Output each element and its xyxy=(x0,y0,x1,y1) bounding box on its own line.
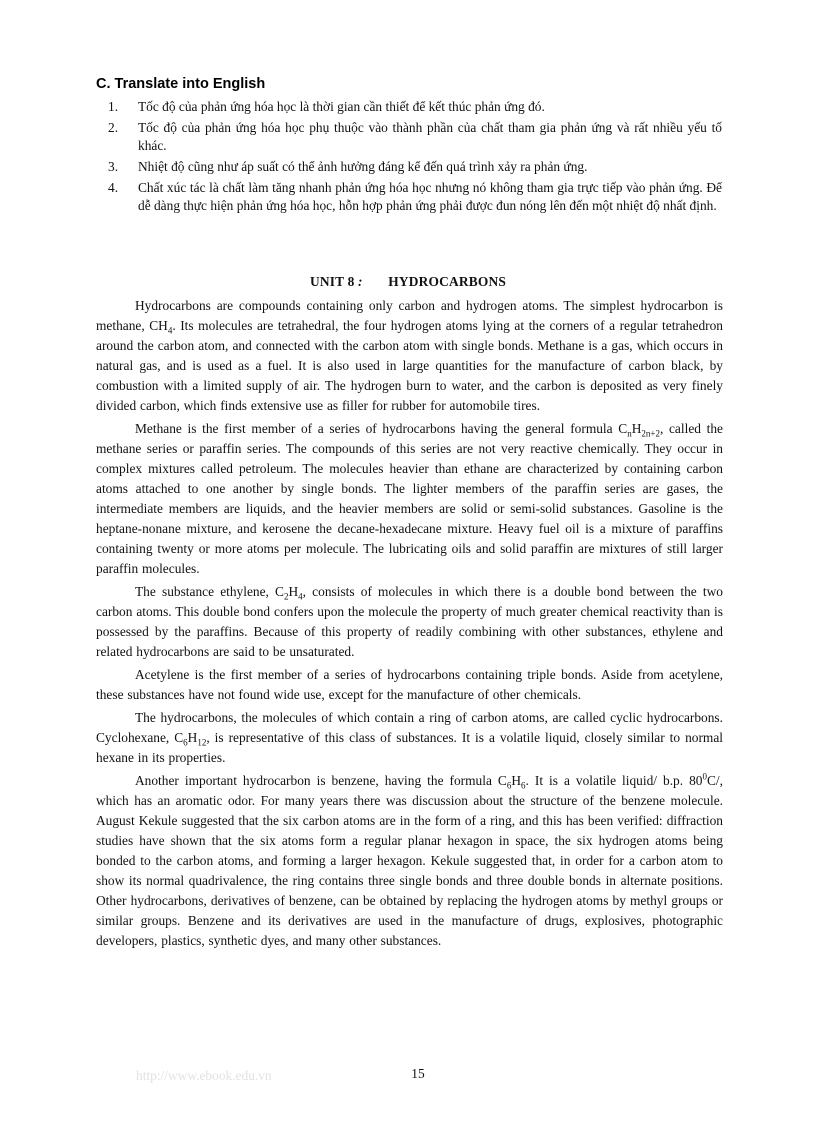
list-item-text: Nhiệt độ cũng như áp suất có thể ảnh hưởng đáng kể đến quá trình xảy ra phản ứng. xyxy=(138,159,588,174)
unit-title xyxy=(0,274,816,290)
list-item-text: Chất xúc tác là chất làm tăng nhanh phản ứng hóa học nhưng nó không tham gia trực tiếp vào phản ứng. Để dễ dàng thực hiện phản ứng hóa học, hỗn hợp phản ứng phải được đun nóng lên đến một nhiệt độ nhất định. xyxy=(138,180,722,213)
list-item-number: 3. xyxy=(108,159,119,174)
subscript: 12 xyxy=(197,737,207,748)
text-run: H xyxy=(631,421,642,436)
list-item xyxy=(96,119,722,155)
unit-label: UNIT 8 xyxy=(310,274,355,289)
paragraph-1 xyxy=(96,296,723,416)
text-run: , is representative of this class of substances. It is a volatile liquid, closely similar to normal hexane in its properties. xyxy=(96,730,724,765)
unit-colon: : xyxy=(358,274,363,289)
translation-list xyxy=(96,98,722,218)
paragraph-2 xyxy=(96,419,723,579)
subscript: 4 xyxy=(167,325,173,336)
text-run: . It is a volatile liquid/ b.p. 80 xyxy=(525,773,703,788)
text-run: C/, which has an aromatic odor. For many years there was discussion about the structure of the benzene molecule. August Kekule suggested that the six carbon atoms are in the form of a ring, and this has been verified: diffraction studies have shown that the six atoms form a regular planar hexagon in space, the six hydrogen atoms being bonded to the carbon atoms, and forming a larger hexagon. Kekule suggested that, in order for a carbon atom to show its normal quadrivalence, the ring contains three single bonds and three double bonds in alternate positions. Other hydrocarbons, derivatives of benzene, can be obtained by replacing the hydrogen atoms by methyl groups or similar groups. Benzene and its derivatives are used in the manufacture of drugs, explosives, photographic developers, plastics, synthetic dyes, and many other substances. xyxy=(96,773,723,948)
subscript: 6 xyxy=(506,780,512,791)
list-item-number: 4. xyxy=(108,180,119,195)
watermark-url: http://www.ebook.edu.vn xyxy=(136,1068,272,1083)
subscript: n xyxy=(627,428,632,439)
text-run: H xyxy=(288,584,299,599)
list-item xyxy=(96,179,722,215)
text-run: H xyxy=(511,773,522,788)
list-item xyxy=(96,98,722,116)
paragraph-5 xyxy=(96,708,723,768)
page-number: 15 xyxy=(411,1066,425,1081)
paragraph-4 xyxy=(96,665,723,705)
text-run: The hydrocarbons, the molecules of which contain a ring of carbon atoms, are called cyclic hydrocarbons. Cyclohexane, C xyxy=(96,710,723,745)
text-run: The substance ethylene, C xyxy=(135,584,284,599)
subscript: 2 xyxy=(284,591,289,602)
paragraph-6 xyxy=(96,771,723,951)
section-heading: C. Translate into English xyxy=(96,76,266,92)
list-item-text: Tốc độ của phản ứng hóa học là thời gian cần thiết để kết thúc phản ứng đó. xyxy=(138,99,545,114)
subscript: 6 xyxy=(521,780,526,791)
subscript: 6 xyxy=(183,737,188,748)
text-run: , called the methane series or paraffin series. The compounds of this series are not very reactive chemically. They occur in complex mixtures called petroleum. The molecules heavier than ethane are characterized by containing carbon atoms attached to one another by single bonds. The lighter members of the paraffin series are gases, the intermediate members are liquids, and the heavier members are solid or semi-solid substances. Gasoline is the heptane-nonane mixture, and kerosene the decane-hexadecane mixture. Heavy fuel oil is a mixture of paraffins containing twenty or more atoms per molecule. The lubricating oils and solid paraffin are mixtures of still larger paraffin molecules. xyxy=(96,421,723,576)
subscript: 2n+2 xyxy=(641,428,660,439)
paragraph-3 xyxy=(96,582,723,662)
list-item-number: 1. xyxy=(108,99,119,114)
text-run: , consists of molecules in which there is a double bond between the two carbon atoms. This double bond confers upon the molecule the property of much greater chemical reactivity than is possessed by the paraffins. Because of this property of readily combining with other substances, ethylene and related hydrocarbons are said to be unsaturated. xyxy=(96,584,723,659)
list-item-text: Tốc độ của phản ứng hóa học phụ thuộc vào thành phần của chất tham gia phản ứng và rất nhiều yếu tố khác. xyxy=(138,120,722,153)
list-item xyxy=(96,158,722,176)
text-run: Acetylene is the first member of a series of hydrocarbons containing triple bonds. Aside from acetylene, these substances have not found wide use, except for the manufacture of other chemicals. xyxy=(96,667,723,702)
text-run: H xyxy=(187,730,198,745)
superscript: 0 xyxy=(702,771,707,782)
unit-heading: HYDROCARBONS xyxy=(388,274,506,289)
text-run: Methane is the first member of a series of hydrocarbons having the general formula C xyxy=(135,421,628,436)
text-run: Hydrocarbons are compounds containing only carbon and hydrogen atoms. The simplest hydrocarbon is methane, CH xyxy=(96,298,723,333)
text-run: Another important hydrocarbon is benzene, having the formula C xyxy=(135,773,507,788)
subscript: 4 xyxy=(298,591,303,602)
text-run: . Its molecules are tetrahedral, the four hydrogen atoms lying at the corners of a regular tetrahedron around the carbon atom, and connected with the carbon atom with single bonds. Methane is a gas, which occurs in natural gas, and is used as a fuel. It is also used in large quantities for the manufacture of carbon black, by combustion with a limited supply of air. The hydrogen burn to water, and the carbon is deposited as very finely divided carbon, which finds extensive use as filler for rubber for automobile tires. xyxy=(96,318,723,413)
list-item-number: 2. xyxy=(108,120,119,135)
article-body xyxy=(96,296,723,954)
